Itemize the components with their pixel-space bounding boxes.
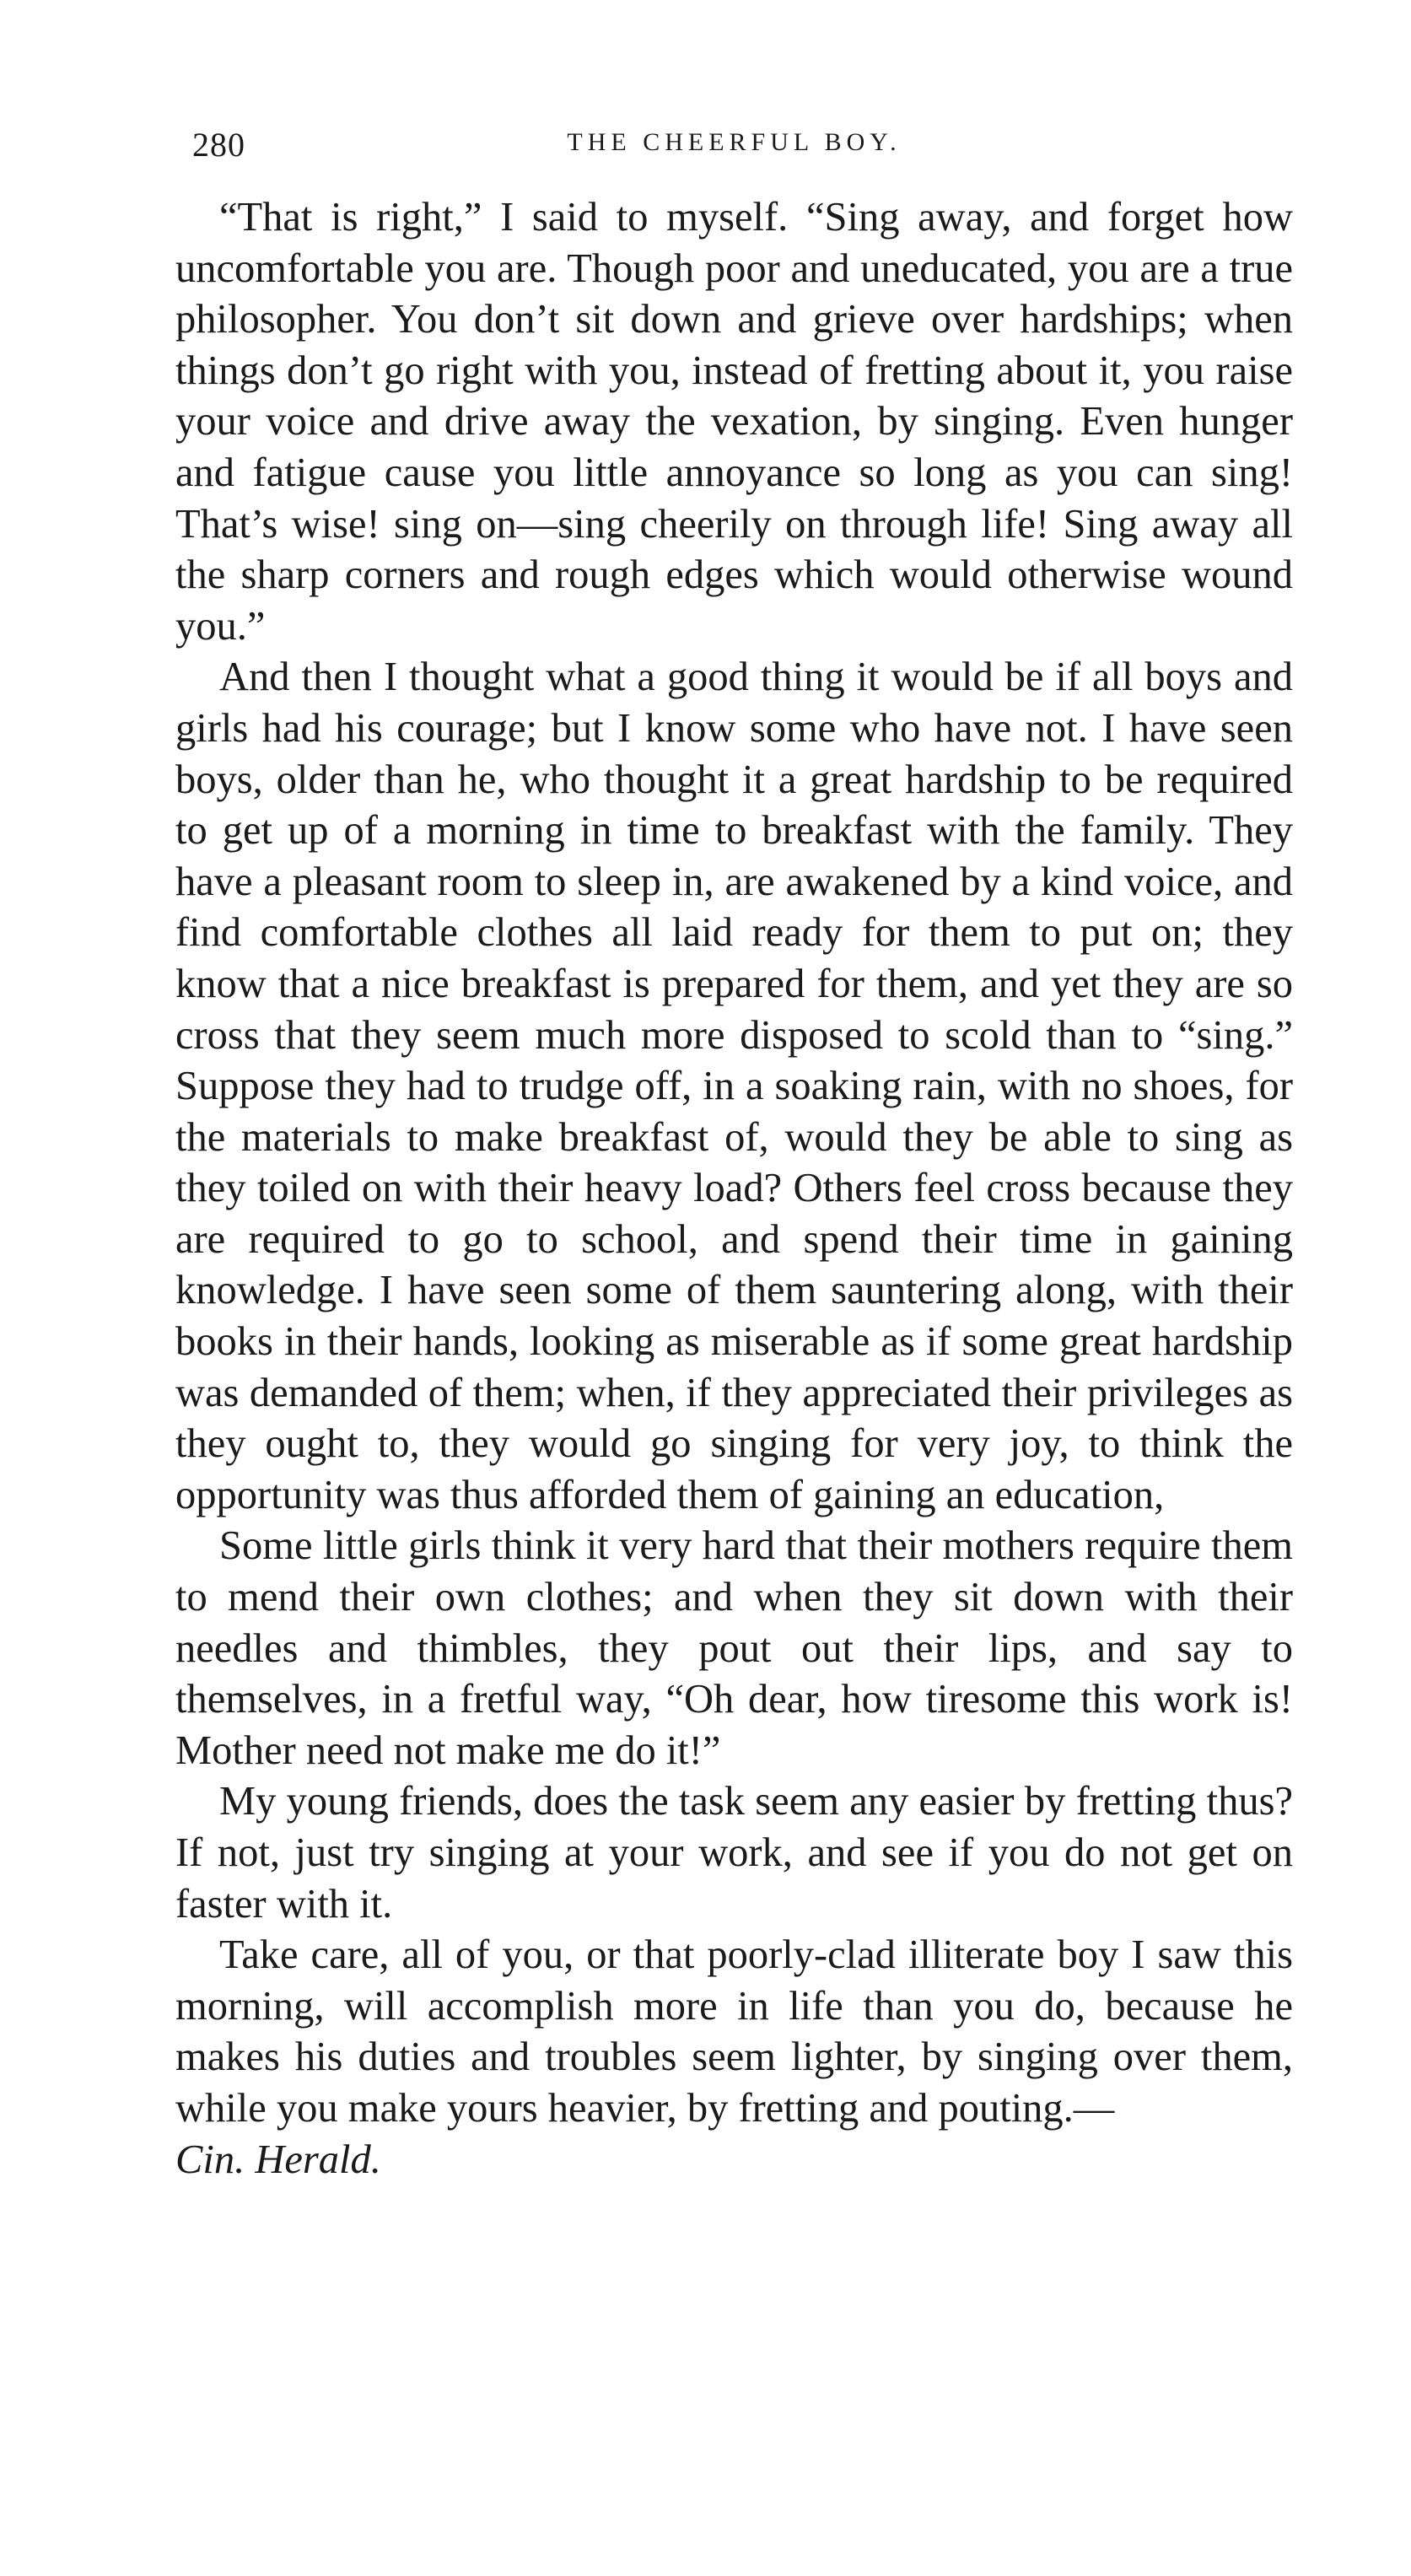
paragraph-5: Take care, all of you, or that poorly-clad illiterate boy I saw this morning, will accomplish more in life than you do, because he makes his duties and troubles seem lighter, by singing over them, while you make yours heavier, by fretting and pouting.— bbox=[175, 1932, 1293, 2131]
attribution: Cin. Herald. bbox=[175, 2137, 381, 2182]
body-text bbox=[175, 192, 1293, 2185]
paragraph-4: My young friends, does the task seem any easier by fretting thus? If not, just try singing at your work, and see if you do not get on faster with it. bbox=[175, 1779, 1293, 1927]
paragraph-1: “That is right,” I said to myself. “Sing away, and forget how uncomfortable you are. Though poor and uneducated, you are a true philosopher. You don’t sit down and grieve over hardships; when things don’t go right with you, instead of fretting about it, you raise your voice and drive away the vexation, by singing. Even hunger and fatigue cause you little annoyance so long as you can sing! That’s wise! sing on—sing cheerily on through life! Sing away all the sharp corners and rough edges which would otherwise wound you.” bbox=[175, 195, 1293, 649]
page-number: 280 bbox=[192, 126, 245, 164]
paragraph-2: And then I thought what a good thing it would be if all boys and girls had his courage; but I know some who have not. I have seen boys, older than he, who thought it a great hardship to be required to get up of a morning in time to breakfast with the family. They have a pleasant room to sleep in, are awakened by a kind voice, and find comfortable clothes all laid ready for them to put on; they know that a nice breakfast is prepared for them, and yet they are so cross that they seem much more disposed to scold than to “sing.” Suppose they had to trudge off, in a soaking rain, with no shoes, for the materials to make breakfast of, would they be able to sing as they toiled on with their heavy load? Others feel cross because they are required to go to school, and spend their time in gaining knowledge. I have seen some of them sauntering along, with their books in their hands, looking as miserable as if some great hardship was demanded of them; when, if they appreciated their privileges as they ought to, they would go singing for very joy, to think the opportunity was thus afforded them of gaining an education, bbox=[175, 655, 1293, 1517]
running-title: THE CHEERFUL BOY. bbox=[567, 128, 902, 156]
paragraph-3: Some little girls think it very hard that their mothers require them to mend their own clothes; and when they sit down with their needles and thimbles, they pout out their lips, and say to themselves, in a fretful way, “Oh dear, how tiresome this work is! Mother need not make me do it!” bbox=[175, 1523, 1293, 1773]
running-head bbox=[175, 125, 1293, 167]
